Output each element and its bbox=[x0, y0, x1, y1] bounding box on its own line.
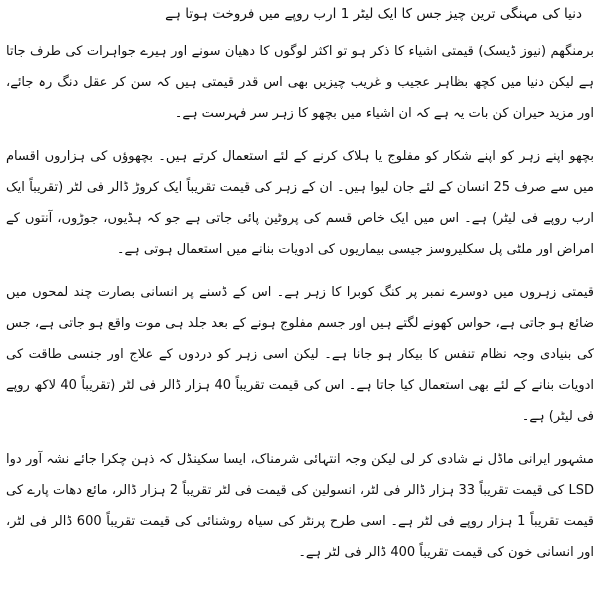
paragraph-other-liquids-prices: مشہور ایرانی ماڈل نے شادی کر لی لیکن وجہ انتہائی شرمناک، ایسا سکینڈل کہ ذہن چکرا جائے نشہ آور دوا LSD کی قیمت تقریباً 33 ہزار ڈالر فی لٹر، انسولین کی قیمت فی لٹر تقریباً 2 ہزار ڈالر، مائع دھات پارے کی قیمت تقریباً 1 ہزار روپے فی لٹر ہے۔ اسی طرح پرنٹر کی سیاہ روشنائی کی قیمت تقریباً 600 ڈالر فی لٹر، اور انسانی خون کی قیمت تقریباً 400 ڈالر فی لٹر ہے۔ bbox=[6, 452, 594, 560]
paragraph-king-cobra-venom: قیمتی زہروں میں دوسرے نمبر پر کنگ کوبرا کا زہر ہے۔ اس کے ڈسنے پر انسانی بصارت چند لمحوں میں ضائع ہو جاتی ہے، حواس کھونے لگتے ہیں اور جسم مفلوج ہونے کے بعد جلد ہی موت واقع ہو جاتی ہے، جس کی بنیادی وجہ نظام تنفس کا بیکار ہو جانا ہے۔ لیکن اسی زہر کو دردوں کے علاج اور جنسی طاقت کی ادویات بنانے کے لئے بھی استعمال کیا جاتا ہے۔ اس کی قیمت تقریباً 40 ہزار ڈالر فی لٹر (تقریباً 40 لاکھ روپے فی لیٹر) ہے۔ bbox=[6, 285, 595, 424]
paragraph-scorpion-venom-price: بچھو اپنے زہر کو اپنے شکار کو مفلوج یا ہلاک کرنے کے لئے استعمال کرتے ہیں۔ بچھوؤں کی ہزاروں اقسام میں سے صرف 25 انسان کے لئے جان لیوا ہیں۔ ان کے زہر کی قیمت تقریباً ایک کروڑ ڈالر فی لٹر (تقریباً ایک ارب روپے فی لیٹر) ہے۔ اس میں ایک خاص قسم کی پروٹین پائی جاتی ہے جو کہ ہڈیوں، جوڑوں، آنتوں کے امراض اور ملٹی پل سکلیروسز جیسی بیماریوں کی ادویات بنانے میں استعمال ہوتی ہے۔ bbox=[6, 149, 594, 257]
article-title: دنیا کی مہنگی ترین چیز جس کا ایک لیٹر 1 ارب روپے میں فروخت ہوتا ہے bbox=[165, 6, 582, 22]
paragraph-scorpion-venom-intro: برمنگھم (نیوز ڈیسک) قیمتی اشیاء کا ذکر ہو تو اکثر لوگوں کا دھیان سونے اور ہیرے جواہرات کی طرف جاتا ہے لیکن دنیا میں کچھ بظاہر عجیب و غریب چیزیں بھی اس قدر قیمتی ہیں کہ سن کر عقل دنگ رہ جائے، اور مزید حیران کن بات یہ ہے کہ ان اشیاء میں بچھو کا زہر سر فہرست ہے۔ bbox=[6, 44, 594, 121]
